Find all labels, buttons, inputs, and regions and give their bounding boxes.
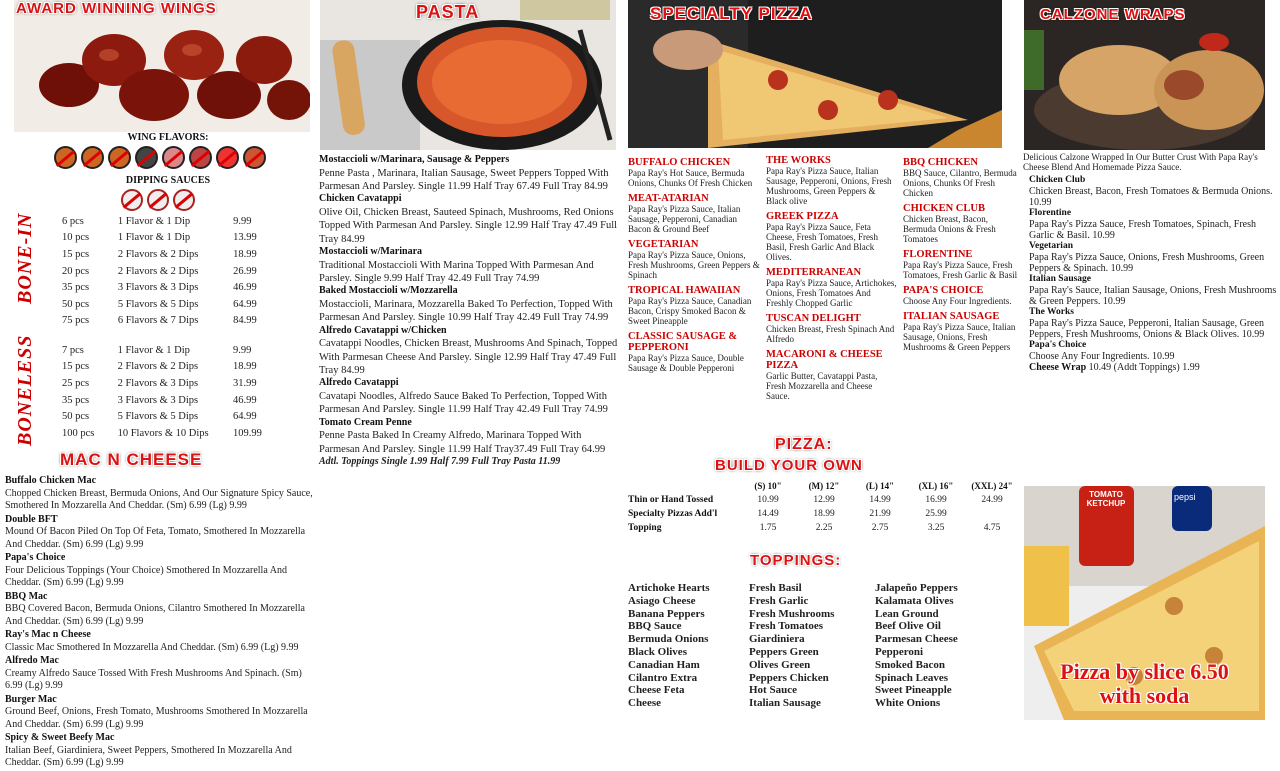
toppings-col1 [628, 582, 710, 710]
build-row-label: Specialty Pizzas Add'l [628, 509, 718, 519]
pasta-item [319, 325, 619, 378]
pasta-banner: PASTA [416, 2, 480, 22]
mac-item-name: Alfredo Mac [5, 655, 59, 666]
pasta-footer: Adtl. Toppings Single 1.99 Half 7.99 Full Tray Pasta 11.99 [319, 456, 561, 467]
wing-flavors-dips: 2 Flavors & 2 Dips [117, 248, 199, 260]
pasta-item-name: Mostaccioli w/Marinara [319, 246, 423, 258]
wing-price: 26.99 [233, 265, 257, 277]
wing-row [62, 313, 272, 330]
mac-item-desc: Italian Beef, Giardiniera, Sweet Peppers, Smothered In Mozzarella And Cheddar. (Sm) 6.99 (Lg) 9.99 [5, 744, 292, 768]
boneless-label: BONELESS [14, 334, 36, 446]
specialty-item-name: TUSCAN DELIGHT [766, 313, 861, 324]
pasta-item [319, 377, 619, 416]
calzone-item [1029, 274, 1279, 307]
specialty-item-desc: Choose Any Four Ingredients. [903, 296, 1012, 306]
pasta-item-name: Alfredo Cavatappi [319, 377, 399, 389]
wing-price: 18.99 [233, 248, 257, 260]
flavor-icon [162, 146, 185, 169]
wing-flavors-dips: 1 Flavor & 1 Dip [117, 215, 191, 227]
wing-flavors-dips: 2 Flavors & 2 Dips [117, 361, 199, 373]
wing-pieces: 7 pcs [62, 344, 84, 356]
mac-item-desc: Ground Beef, Onions, Fresh Tomato, Mushrooms Smothered In Mozzarella And Cheddar. (Sm) 6.99 (Lg) 9.99 [5, 706, 308, 730]
mac-item [5, 655, 315, 693]
pasta-item-name: Alfredo Cavatappi w/Chicken [319, 324, 447, 336]
specialty-item [903, 157, 1023, 198]
dip-icon [147, 189, 169, 211]
calzone-item-name: Vegetarian [1029, 241, 1073, 251]
wing-price: 64.99 [233, 411, 257, 423]
size-header: (L) 14" [865, 481, 895, 491]
topping-item: Bermuda Onions [628, 633, 709, 646]
wing-pieces: 50 pcs [62, 411, 90, 423]
mac-item [5, 629, 315, 654]
wing-price: 13.99 [233, 232, 257, 244]
dip-icon [173, 189, 195, 211]
build-price: 3.25 [927, 523, 945, 533]
topping-item: Giardiniera [749, 633, 805, 646]
calzone-banner: CALZONE WRAPS [1040, 6, 1186, 23]
wing-row [62, 246, 272, 263]
wing-row [62, 359, 272, 376]
cheese-wrap-label: Cheese Wrap [1029, 362, 1087, 373]
wing-flavors-icons [52, 146, 268, 174]
mac-item-desc: Mound Of Bacon Piled On Top Of Feta, Tomato, Smothered In Mozzarella And Cheddar. (Sm) 6.99 (Lg) 9.99 [5, 526, 306, 550]
cheese-wrap-price: 10.49 (Addt Toppings) 1.99 [1088, 362, 1200, 373]
specialty-item-desc: Chicken Breast, Fresh Spinach And Alfredo [766, 324, 895, 344]
mac-item-desc: BBQ Covered Bacon, Bermuda Onions, Cilantro Smothered In Mozzarella And Cheddar. (Sm) 6.99 (Lg) 9.99 [5, 603, 305, 627]
specialty-item [903, 311, 1023, 352]
wing-price: 9.99 [233, 344, 252, 356]
build-price: 24.99 [981, 495, 1003, 505]
wing-price: 46.99 [233, 282, 257, 294]
mac-item-name: Ray's Mac n Cheese [5, 629, 91, 640]
size-header: (S) 10" [754, 481, 782, 491]
mac-item [5, 552, 315, 590]
specialty-item-desc: Papa Ray's Pizza Sauce, Italian Sausage, Pepperoni, Onions, Fresh Mushrooms, Green Peppers & Black olive [766, 166, 892, 206]
build-price: 25.99 [925, 509, 947, 519]
wing-price: 109.99 [233, 427, 262, 439]
build-price: 1.75 [759, 523, 777, 533]
topping-item: Kalamata Olives [875, 594, 954, 607]
topping-item: Black Olives [628, 645, 687, 658]
wing-flavors-dips: 6 Flavors & 7 Dips [117, 315, 199, 327]
specialty-item-name: THE WORKS [766, 155, 831, 166]
specialty-item-desc: Chicken Breast, Bacon, Bermuda Onions & Fresh Tomatoes [903, 214, 996, 244]
mac-item-desc: Creamy Alfredo Sauce Tossed With Fresh Mushrooms And Spinach. (Sm) 6.99 (Lg) 9.99 [5, 667, 302, 691]
build-price: 4.75 [983, 523, 1001, 533]
specialty-item-desc: Papa Ray's Pizza Sauce, Feta Cheese, Fresh Tomatoes, Fresh Basil, Fresh Garlic And Black Olives. [766, 222, 878, 262]
mac-item [5, 591, 315, 629]
specialty-col2 [766, 155, 898, 406]
calzone-item-name: Florentine [1029, 208, 1072, 218]
topping-item: Parmesan Cheese [875, 633, 958, 646]
specialty-item-name: FLORENTINE [903, 249, 973, 260]
flavor-icon [243, 146, 266, 169]
specialty-item-name: PAPA'S CHOICE [903, 285, 984, 296]
topping-item: Asiago Cheese [628, 594, 696, 607]
toppings-title: TOPPINGS: [750, 552, 842, 569]
build-price: 12.99 [813, 495, 835, 505]
specialty-item-name: BBQ CHICKEN [903, 157, 978, 168]
specialty-item-name: CLASSIC SAUSAGE & PEPPERONI [628, 331, 738, 353]
specialty-item-desc: Papa Ray's Pizza Sauce, Italian Sausage, Onions, Fresh Mushrooms & Green Peppers [903, 322, 1016, 352]
wing-pieces: 35 pcs [62, 394, 90, 406]
flavor-icon [81, 146, 104, 169]
mac-item-name: Buffalo Chicken Mac [5, 475, 97, 486]
pasta-item-desc: Olive Oil, Chicken Breast, Sauteed Spinach, Mushrooms, Red Onions Topped With Parmesan And Parsley. Single 12.99 Half Tray 47.49 Full Tray 84.99 [319, 206, 618, 245]
slice-offer [1024, 660, 1265, 708]
mac-item [5, 475, 315, 513]
wing-pieces: 100 pcs [62, 427, 95, 439]
wing-pieces: 25 pcs [62, 377, 90, 389]
build-price: 2.75 [871, 523, 889, 533]
pasta-item-desc: Penne Pasta Baked In Creamy Alfredo, Marinara Topped With Parmesan And Parsley. Single 11.99 Half Tray37.49 Full Tray 64.99 [319, 430, 606, 455]
mac-item [5, 732, 315, 770]
specialty-item-desc: Papa Ray's Pizza Sauce, Fresh Tomatoes, Fresh Garlic & Basil [903, 260, 1018, 280]
pasta-item-name: Chicken Cavatappi [319, 193, 402, 205]
topping-item: Artichoke Hearts [628, 582, 710, 594]
specialty-item-name: GREEK PIZZA [766, 211, 839, 222]
topping-item: Fresh Mushrooms [749, 607, 835, 620]
pasta-item [319, 154, 619, 193]
topping-item: Fresh Garlic [749, 594, 809, 607]
wing-flavors-dips: 3 Flavors & 3 Dips [117, 394, 199, 406]
specialty-item [766, 349, 898, 401]
calzone-item [1029, 208, 1279, 241]
specialty-item-desc: Papa Ray's Pizza Sauce, Artichokes, Onions, Fresh Tomatoes And Freshly Chopped Garlic [766, 278, 897, 308]
wing-price: 31.99 [233, 377, 257, 389]
flavor-icon [135, 146, 158, 169]
topping-item: Olives Green [749, 658, 811, 671]
topping-item: Cilantro Extra [628, 671, 698, 684]
specialty-item-desc: Papa Ray's Pizza Sauce, Double Sausage & Double Pepperoni [628, 353, 744, 373]
wing-row [62, 213, 272, 230]
build-row-label: Topping [628, 523, 662, 533]
specialty-item-desc: Garlic Butter, Cavatappi Pasta, Fresh Mozzarella and Cheese Sauce. [766, 371, 878, 401]
calzone-item-name: The Works [1029, 307, 1074, 317]
pasta-item [319, 193, 619, 246]
mac-item-name: Double BFT [5, 513, 58, 525]
topping-item: Pepperoni [875, 645, 924, 658]
wing-price: 46.99 [233, 394, 257, 406]
pasta-item [319, 246, 619, 285]
boneless-table [62, 342, 272, 442]
pasta-item [319, 417, 619, 456]
mac-item-name: Spicy & Sweet Beefy Mac [5, 732, 115, 743]
pasta-item-name: Mostaccioli w/Marinara, Sausage & Peppers [319, 154, 510, 165]
flavor-icon [189, 146, 212, 169]
specialty-item [628, 285, 760, 326]
calzone-item-desc: Papa Ray's Sauce, Italian Sausage, Onions, Fresh Mushrooms & Green Peppers. 10.99 [1029, 285, 1277, 307]
wing-pieces: 50 pcs [62, 298, 90, 310]
pasta-list [319, 154, 619, 469]
wing-row [62, 263, 272, 280]
wing-flavors-title: WING FLAVORS: [127, 132, 209, 143]
flavor-icon [108, 146, 131, 169]
specialty-item-desc: Papa Ray's Pizza Sauce, Onions, Fresh Mushrooms, Green Peppers & Spinach [628, 250, 760, 280]
wing-pieces: 35 pcs [62, 282, 90, 294]
specialty-item [766, 211, 898, 262]
dip-icon [121, 189, 143, 211]
specialty-item [766, 155, 898, 206]
wing-row [62, 279, 272, 296]
slice-offer-line1: Pizza by slice 6.50 [1060, 659, 1229, 684]
build-row-label: Thin or Hand Tossed [628, 495, 714, 505]
pasta-item [319, 285, 619, 324]
build-row [626, 507, 1020, 521]
bone-in-label: BONE-IN [14, 212, 36, 304]
topping-item: Peppers Green [749, 645, 819, 658]
wing-flavors-dips: 10 Flavors & 10 Dips [117, 427, 209, 439]
slice-offer-line2: with soda [1099, 683, 1190, 708]
topping-item: White Onions [875, 697, 941, 710]
calzone-item-desc: Papa Ray's Pizza Sauce, Fresh Tomatoes, Spinach, Fresh Garlic & Basil. 10.99 [1029, 219, 1256, 241]
mac-banner: MAC N CHEESE [60, 450, 203, 469]
build-price: 14.99 [869, 495, 891, 505]
build-title-1: PIZZA: [775, 436, 833, 453]
mac-item [5, 694, 315, 732]
flavor-icon [54, 146, 77, 169]
wing-row [62, 342, 272, 359]
mac-list [5, 475, 315, 771]
specialty-item-name: ITALIAN SAUSAGE [903, 311, 1000, 322]
specialty-item-name: MACARONI & CHEESE PIZZA [766, 349, 883, 371]
specialty-item [903, 203, 1023, 244]
topping-item: Canadian Ham [628, 658, 700, 671]
wing-flavors-dips: 1 Flavor & 1 Dip [117, 344, 190, 356]
pasta-item-desc: Cavatappi Noodles, Chicken Breast, Mushrooms And Spinach, Topped With Parmesan Cheese And Parsley. Single 12.99 Half Tray 47.49 Full Tray 84.99 [319, 338, 618, 376]
specialty-banner: SPECIALTY PIZZA [650, 4, 813, 23]
pasta-item-desc: Cavatapi Noodles, Alfredo Sauce Baked To Perfection, Topped With Parmesan And Parsley. Single 11.99 Half Tray 42.49 Full Tray 74.99 [319, 390, 608, 416]
calzone-item [1029, 307, 1279, 340]
specialty-item [903, 249, 1023, 280]
build-price: 18.99 [813, 509, 835, 519]
specialty-item [628, 193, 760, 234]
calzone-item-desc: Papa Ray's Pizza Sauce, Pepperoni, Italian Sausage, Green Peppers, Fresh Mushrooms, Onions & Black Olives. 10.99 [1029, 318, 1265, 340]
wing-flavors-dips: 5 Flavors & 5 Dips [117, 298, 199, 310]
wing-pieces: 10 pcs [62, 232, 90, 244]
specialty-item [903, 285, 1023, 306]
wing-flavors-dips: 2 Flavors & 3 Dips [117, 377, 199, 389]
build-price-table [626, 479, 1020, 535]
wing-row [62, 230, 272, 247]
calzone-list [1029, 175, 1279, 373]
size-header: (M) 12" [808, 481, 840, 491]
specialty-item-name: CHICKEN CLUB [903, 203, 985, 214]
calzone-item-name: Italian Sausage [1029, 274, 1092, 284]
topping-item: Cheese [628, 697, 661, 710]
specialty-item-desc: Papa Ray's Pizza Sauce, Italian Sausage, Pepperoni, Canadian Bacon & Ground Beef [628, 204, 741, 234]
wing-row [62, 425, 272, 442]
specialty-item [628, 239, 760, 280]
mac-item [5, 514, 315, 552]
topping-item: Peppers Chicken [749, 671, 829, 684]
topping-item: Hot Sauce [749, 684, 797, 697]
wing-pieces: 15 pcs [62, 361, 90, 373]
calzone-item [1029, 175, 1279, 208]
specialty-item-name: MEDITERRANEAN [766, 267, 862, 278]
size-header: (XXL) 24" [971, 481, 1013, 491]
mac-item-desc: Chopped Chicken Breast, Bermuda Onions, And Our Signature Spicy Sauce, Smothered In Mozzarella And Cheddar. (Sm) 6.99 (Lg) 9.99 [5, 487, 313, 511]
specialty-item-name: MEAT-ATARIAN [628, 193, 709, 204]
calzone-item [1029, 340, 1279, 362]
wing-row [62, 392, 272, 409]
pasta-item-desc: Traditional Mostaccioli With Marina Topped With Parmesan And Parsley. Single 9.99 Half Tray 42.49 Full Tray 74.99 [319, 259, 594, 284]
build-price: 2.25 [815, 523, 833, 533]
build-title-2: BUILD YOUR OWN [715, 457, 863, 474]
topping-item: Fresh Basil [749, 582, 802, 594]
calzone-item-desc: Chicken Breast, Bacon, Fresh Tomatoes & Bermuda Onions. 10.99 [1029, 186, 1273, 208]
specialty-item [766, 267, 898, 308]
build-price: 10.99 [757, 495, 779, 505]
calzone-item-desc: Choose Any Four Ingredients. 10.99 [1029, 351, 1175, 362]
pasta-item-desc: Mostaccioli, Marinara, Mozzarella Baked To Perfection, Topped With Parmesan And Parsley. Single 10.99 Half Tray 42.49 Full Tray 74.99 [319, 298, 613, 324]
wing-price: 84.99 [233, 315, 257, 327]
wing-price: 18.99 [233, 361, 257, 373]
wing-pieces: 20 pcs [62, 265, 90, 277]
wing-price: 9.99 [233, 215, 252, 227]
specialty-item-desc: Papa Ray's Hot Sauce, Bermuda Onions, Chunks Of Fresh Chicken [628, 168, 753, 188]
topping-item: Sweet Pineapple [875, 684, 952, 697]
topping-item: Fresh Tomatoes [749, 620, 824, 633]
wing-pieces: 75 pcs [62, 315, 90, 327]
wing-price: 64.99 [233, 298, 257, 310]
build-price: 14.49 [757, 509, 779, 519]
toppings-col3 [875, 582, 958, 710]
specialty-item-desc: BBQ Sauce, Cilantro, Bermuda Onions, Chunks Of Fresh Chicken [903, 168, 1017, 198]
pasta-item-name: Baked Mostaccioli w/Mozzarella [319, 285, 458, 297]
specialty-col1 [628, 157, 760, 378]
size-header: (XL) 16" [918, 481, 954, 491]
specialty-item-name: VEGETARIAN [628, 239, 699, 250]
topping-item: Lean Ground [875, 607, 939, 620]
pasta-item-desc: Penne Pasta , Marinara, Italian Sausage, Sweet Peppers Topped With Parmesan And Parsley. Single 11.99 Half Tray 67.49 Full Tray 84.99 [319, 167, 609, 192]
wing-pieces: 6 pcs [62, 215, 84, 227]
calzone-item-desc: Papa Ray's Pizza Sauce, Onions, Fresh Mushrooms, Green Peppers & Spinach. 10.99 [1029, 252, 1265, 274]
ketchup-label: TOMATO KETCHUP [1086, 490, 1126, 508]
specialty-col3 [903, 157, 1023, 357]
wing-row [62, 375, 272, 392]
mac-item-desc: Classic Mac Smothered In Mozzarella And Cheddar. (Sm) 6.99 (Lg) 9.99 [5, 641, 299, 653]
topping-item: Beef Olive Oil [875, 620, 941, 633]
calzone-item [1029, 241, 1279, 274]
topping-item: Banana Peppers [628, 607, 705, 620]
mac-item-name: BBQ Mac [5, 590, 48, 602]
pasta-item-name: Tomato Cream Penne [319, 416, 412, 428]
topping-item: BBQ Sauce [628, 620, 682, 633]
wing-flavors-dips: 1 Flavor & 1 Dip [117, 232, 191, 244]
topping-item: Italian Sausage [749, 697, 821, 710]
specialty-item-name: TROPICAL HAWAIIAN [628, 285, 741, 296]
build-price: 21.99 [869, 509, 891, 519]
wing-pieces: 15 pcs [62, 248, 90, 260]
mac-item-name: Burger Mac [5, 693, 57, 705]
specialty-item [628, 157, 760, 188]
specialty-item-name: BUFFALO CHICKEN [628, 157, 731, 168]
flavor-icon [216, 146, 239, 169]
dipping-sauces-title: DIPPING SAUCES [125, 175, 211, 186]
bone-in-table [62, 213, 272, 329]
mac-item-desc: Four Delicious Toppings (Your Choice) Smothered In Mozzarella And Cheddar. (Sm) 6.99 (Lg) 9.99 [5, 564, 287, 588]
topping-item: Smoked Bacon [875, 658, 945, 671]
wing-flavors-dips: 2 Flavors & 2 Dips [117, 265, 199, 277]
pepsi-label: pepsi [1174, 492, 1196, 502]
wing-flavors-dips: 3 Flavors & 3 Dips [117, 282, 199, 294]
specialty-item [628, 331, 760, 373]
build-row [626, 493, 1020, 507]
specialty-item [766, 313, 898, 344]
wing-row [62, 408, 272, 425]
topping-item: Spinach Leaves [875, 671, 949, 684]
calzone-item-name: Chicken Club [1029, 175, 1086, 185]
build-row [626, 521, 1020, 535]
build-price [964, 507, 1020, 521]
topping-item: Cheese Feta [628, 684, 685, 697]
wing-flavors-dips: 5 Flavors & 5 Dips [117, 411, 199, 423]
calzone-intro: Delicious Calzone Wrapped In Our Butter Crust With Papa Ray's Cheese Blend And Homemade Pizza Sauce. [1023, 152, 1258, 172]
dipping-sauce-icons [119, 189, 197, 216]
calzone-item-name: Papa's Choice [1029, 340, 1087, 350]
wing-row [62, 296, 272, 313]
wings-illustration [14, 0, 310, 132]
specialty-item-desc: Papa Ray's Pizza Sauce, Canadian Bacon, Crispy Smoked Bacon & Sweet Pineapple [628, 296, 752, 326]
wings-banner: AWARD WINNING WINGS [16, 0, 217, 17]
topping-item: Jalapeño Peppers [875, 582, 958, 594]
wings-photo [14, 0, 310, 132]
toppings-col2 [749, 582, 834, 710]
build-price: 16.99 [925, 495, 947, 505]
mac-item-name: Papa's Choice [5, 552, 66, 563]
